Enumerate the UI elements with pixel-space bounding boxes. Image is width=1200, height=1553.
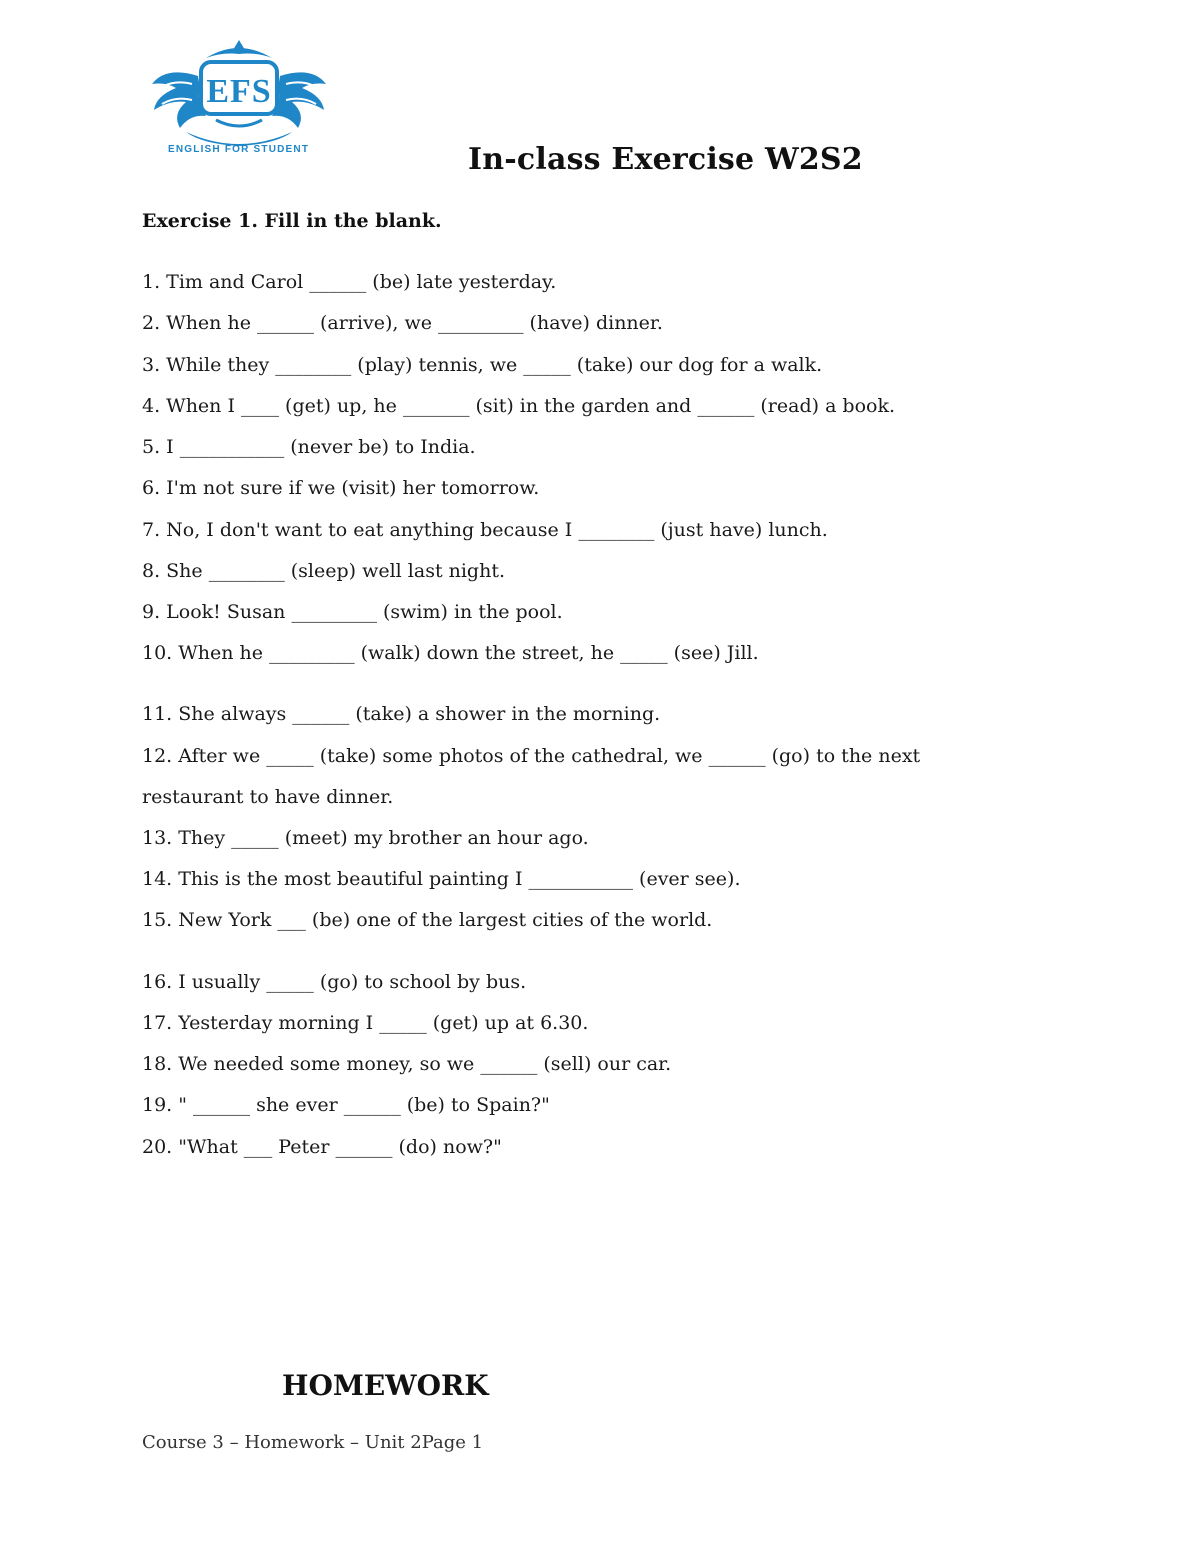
question-12-continued: restaurant to have dinner. [142, 786, 394, 808]
question-7: 7. No, I don't want to eat anything because I ________ (just have) lunch. [142, 519, 828, 541]
question-8: 8. She ________ (sleep) well last night. [142, 560, 506, 582]
question-14: 14. This is the most beautiful painting I ___________ (ever see). [142, 868, 741, 890]
page-title: In-class Exercise W2S2 [468, 142, 863, 177]
question-11: 11. She always ______ (take) a shower in the morning. [142, 703, 661, 725]
question-16: 16. I usually _____ (go) to school by bus. [142, 971, 527, 993]
page-footer: Course 3 – Homework – Unit 2Page 1 [142, 1432, 484, 1453]
efs-logo [146, 36, 332, 166]
question-4: 4. When I ____ (get) up, he _______ (sit) in the garden and ______ (read) a book. [142, 395, 896, 417]
homework-heading: HOMEWORK [282, 1369, 489, 1402]
svg-text:EFS: EFS [206, 73, 272, 110]
question-1: 1. Tim and Carol ______ (be) late yesterday. [142, 271, 557, 293]
question-18: 18. We needed some money, so we ______ (sell) our car. [142, 1053, 672, 1075]
question-15: 15. New York ___ (be) one of the largest cities of the world. [142, 909, 713, 931]
question-13: 13. They _____ (meet) my brother an hour ago. [142, 827, 589, 849]
logo-tagline: ENGLISH FOR STUDENT [168, 144, 310, 155]
exercise-heading: Exercise 1. Fill in the blank. [142, 210, 442, 232]
question-5: 5. I ___________ (never be) to India. [142, 436, 476, 458]
question-20: 20. "What ___ Peter ______ (do) now?" [142, 1136, 502, 1158]
question-2: 2. When he ______ (arrive), we _________ (have) dinner. [142, 312, 663, 334]
question-3: 3. While they ________ (play) tennis, we _____ (take) our dog for a walk. [142, 354, 823, 376]
question-10: 10. When he _________ (walk) down the street, he _____ (see) Jill. [142, 642, 759, 664]
question-6: 6. I'm not sure if we (visit) her tomorrow. [142, 477, 540, 499]
question-19: 19. " ______ she ever ______ (be) to Spain?" [142, 1094, 550, 1116]
question-12: 12. After we _____ (take) some photos of the cathedral, we ______ (go) to the next [142, 745, 921, 767]
question-9: 9. Look! Susan _________ (swim) in the pool. [142, 601, 563, 623]
question-17: 17. Yesterday morning I _____ (get) up at 6.30. [142, 1012, 589, 1034]
